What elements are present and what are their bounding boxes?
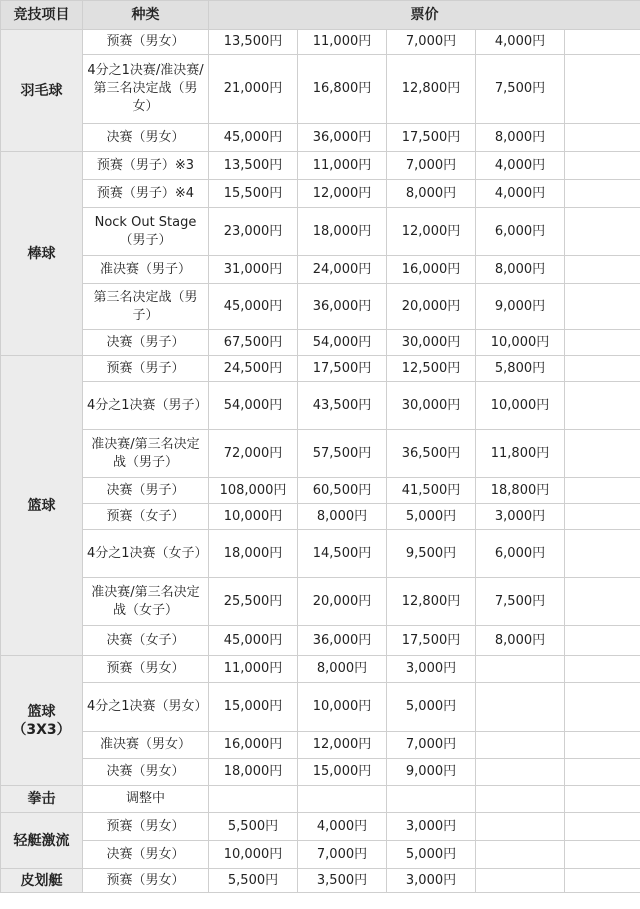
empty-cell <box>565 330 640 356</box>
price-cell: 45,000円 <box>209 626 298 656</box>
price-cell: 8,000円 <box>476 256 565 284</box>
price-cell: 6,000円 <box>476 208 565 256</box>
kind-cell: 预赛（男子）※3 <box>83 152 209 180</box>
empty-cell <box>565 504 640 530</box>
price-cell: 18,000円 <box>209 759 298 786</box>
empty-cell <box>565 626 640 656</box>
price-cell: 5,000円 <box>387 683 476 732</box>
price-cell: 31,000円 <box>209 256 298 284</box>
kind-cell: 决赛（女子） <box>83 626 209 656</box>
table-row <box>1 841 640 869</box>
price-cell: 3,500円 <box>298 869 387 893</box>
header-sport: 竞技项目 <box>1 1 83 30</box>
table-row <box>1 430 640 478</box>
table-row <box>1 578 640 626</box>
price-cell: 7,000円 <box>387 30 476 55</box>
price-cell: 108,000円 <box>209 478 298 504</box>
price-cell: 36,000円 <box>298 626 387 656</box>
price-cell: 57,500円 <box>298 430 387 478</box>
empty-cell <box>565 813 640 841</box>
price-cell: 11,000円 <box>209 656 298 683</box>
price-cell: 20,000円 <box>387 284 476 330</box>
price-cell: 5,500円 <box>209 869 298 893</box>
price-cell: 3,000円 <box>476 504 565 530</box>
sport-cell: 拳击 <box>1 786 83 813</box>
price-cell: 10,000円 <box>298 683 387 732</box>
kind-cell: 预赛（男女） <box>83 869 209 893</box>
table-row <box>1 504 640 530</box>
empty-cell <box>565 683 640 732</box>
price-cell <box>476 759 565 786</box>
price-cell: 25,500円 <box>209 578 298 626</box>
table-row <box>1 180 640 208</box>
price-cell: 15,000円 <box>298 759 387 786</box>
sport-cell: 轻艇激流 <box>1 813 83 869</box>
table-row <box>1 786 640 813</box>
empty-cell <box>565 256 640 284</box>
price-cell <box>476 656 565 683</box>
price-cell: 5,000円 <box>387 504 476 530</box>
table-row <box>1 382 640 430</box>
price-cell: 16,000円 <box>387 256 476 284</box>
empty-cell <box>565 656 640 683</box>
price-cell: 14,500円 <box>298 530 387 578</box>
price-cell: 10,000円 <box>476 330 565 356</box>
price-cell: 43,500円 <box>298 382 387 430</box>
price-cell: 9,500円 <box>387 530 476 578</box>
price-cell: 6,000円 <box>476 530 565 578</box>
empty-cell <box>565 759 640 786</box>
kind-cell: 预赛（男子）※4 <box>83 180 209 208</box>
price-cell: 23,000円 <box>209 208 298 256</box>
kind-cell: 4分之1决赛/准决赛/第三名决定战（男女） <box>83 55 209 124</box>
table-row <box>1 656 640 683</box>
table-row <box>1 626 640 656</box>
price-cell: 12,000円 <box>387 208 476 256</box>
table-row <box>1 330 640 356</box>
price-cell: 8,000円 <box>476 124 565 152</box>
empty-cell <box>565 869 640 893</box>
price-cell: 30,000円 <box>387 382 476 430</box>
kind-cell: 预赛（男女） <box>83 656 209 683</box>
price-cell: 5,500円 <box>209 813 298 841</box>
price-cell: 4,000円 <box>476 180 565 208</box>
price-cell: 15,000円 <box>209 683 298 732</box>
price-cell: 15,500円 <box>209 180 298 208</box>
price-cell: 9,000円 <box>387 759 476 786</box>
price-cell: 10,000円 <box>476 382 565 430</box>
price-cell: 54,000円 <box>298 330 387 356</box>
price-cell: 30,000円 <box>387 330 476 356</box>
price-cell: 9,000円 <box>476 284 565 330</box>
price-cell: 8,000円 <box>476 626 565 656</box>
price-cell: 21,000円 <box>209 55 298 124</box>
empty-cell <box>565 30 640 55</box>
kind-cell: 决赛（男女） <box>83 124 209 152</box>
table-row <box>1 208 640 256</box>
price-cell <box>476 841 565 869</box>
price-cell: 13,500円 <box>209 30 298 55</box>
sport-cell: 皮划艇 <box>1 869 83 893</box>
kind-cell: 预赛（男女） <box>83 813 209 841</box>
price-cell: 60,500円 <box>298 478 387 504</box>
table-row <box>1 256 640 284</box>
price-cell: 12,500円 <box>387 356 476 382</box>
price-cell: 17,500円 <box>387 626 476 656</box>
price-cell: 7,000円 <box>387 152 476 180</box>
empty-cell <box>565 208 640 256</box>
table-row <box>1 759 640 786</box>
header-kind: 种类 <box>83 1 209 30</box>
price-cell: 10,000円 <box>209 504 298 530</box>
empty-cell <box>565 124 640 152</box>
price-cell <box>476 786 565 813</box>
price-cell: 7,500円 <box>476 578 565 626</box>
price-cell: 7,500円 <box>476 55 565 124</box>
empty-cell <box>565 284 640 330</box>
table-row <box>1 30 640 55</box>
price-cell <box>476 732 565 759</box>
price-cell: 11,000円 <box>298 152 387 180</box>
price-cell: 16,800円 <box>298 55 387 124</box>
empty-cell <box>565 152 640 180</box>
price-cell: 72,000円 <box>209 430 298 478</box>
price-cell: 17,500円 <box>387 124 476 152</box>
header-price: 票价 <box>209 1 640 30</box>
sport-cell: 棒球 <box>1 152 83 356</box>
price-cell: 3,000円 <box>387 813 476 841</box>
empty-cell <box>565 786 640 813</box>
price-cell: 20,000円 <box>298 578 387 626</box>
price-cell: 13,500円 <box>209 152 298 180</box>
price-cell: 7,000円 <box>387 732 476 759</box>
price-cell: 4,000円 <box>476 152 565 180</box>
table-row <box>1 152 640 180</box>
price-cell: 7,000円 <box>298 841 387 869</box>
kind-cell: 准决赛（男子） <box>83 256 209 284</box>
kind-cell: 4分之1决赛（男女） <box>83 683 209 732</box>
price-cell: 41,500円 <box>387 478 476 504</box>
price-cell: 11,000円 <box>298 30 387 55</box>
kind-cell: Nock Out Stage（男子） <box>83 208 209 256</box>
price-cell: 45,000円 <box>209 124 298 152</box>
empty-cell <box>565 430 640 478</box>
kind-cell: 决赛（男子） <box>83 478 209 504</box>
kind-cell: 准决赛（男女） <box>83 732 209 759</box>
price-cell <box>476 813 565 841</box>
price-cell: 18,800円 <box>476 478 565 504</box>
price-cell: 8,000円 <box>387 180 476 208</box>
price-cell: 4,000円 <box>298 813 387 841</box>
price-cell: 12,000円 <box>298 732 387 759</box>
price-cell: 8,000円 <box>298 656 387 683</box>
price-cell: 10,000円 <box>209 841 298 869</box>
price-cell <box>387 786 476 813</box>
price-cell: 36,500円 <box>387 430 476 478</box>
empty-cell <box>565 578 640 626</box>
kind-cell: 4分之1决赛（女子） <box>83 530 209 578</box>
price-cell: 16,000円 <box>209 732 298 759</box>
kind-cell: 调整中 <box>83 786 209 813</box>
sport-cell: 篮球 <box>1 356 83 656</box>
sport-cell: 羽毛球 <box>1 30 83 152</box>
table-row <box>1 530 640 578</box>
price-cell: 5,800円 <box>476 356 565 382</box>
price-cell: 5,000円 <box>387 841 476 869</box>
kind-cell: 决赛（男女） <box>83 759 209 786</box>
price-cell: 12,000円 <box>298 180 387 208</box>
kind-cell: 决赛（男女） <box>83 841 209 869</box>
price-cell: 24,500円 <box>209 356 298 382</box>
empty-cell <box>565 732 640 759</box>
kind-cell: 预赛（男女） <box>83 30 209 55</box>
empty-cell <box>565 55 640 124</box>
price-cell: 36,000円 <box>298 124 387 152</box>
kind-cell: 准决赛/第三名决定战（男子） <box>83 430 209 478</box>
empty-cell <box>565 356 640 382</box>
price-cell <box>476 683 565 732</box>
price-cell: 12,800円 <box>387 55 476 124</box>
kind-cell: 预赛（女子） <box>83 504 209 530</box>
price-cell: 18,000円 <box>298 208 387 256</box>
empty-cell <box>565 180 640 208</box>
price-cell: 67,500円 <box>209 330 298 356</box>
table-row <box>1 284 640 330</box>
table-row <box>1 356 640 382</box>
kind-cell: 预赛（男子） <box>83 356 209 382</box>
table-row <box>1 478 640 504</box>
price-cell <box>209 786 298 813</box>
table-row <box>1 124 640 152</box>
kind-cell: 4分之1决赛（男子） <box>83 382 209 430</box>
kind-cell: 第三名决定战（男子） <box>83 284 209 330</box>
header-row <box>1 1 640 30</box>
price-cell: 3,000円 <box>387 869 476 893</box>
price-cell: 12,800円 <box>387 578 476 626</box>
price-cell: 3,000円 <box>387 656 476 683</box>
sport-cell: 篮球（3X3） <box>1 656 83 786</box>
price-cell: 4,000円 <box>476 30 565 55</box>
kind-cell: 准决赛/第三名决定战（女子） <box>83 578 209 626</box>
price-cell: 17,500円 <box>298 356 387 382</box>
price-cell <box>476 869 565 893</box>
price-cell <box>298 786 387 813</box>
price-cell: 24,000円 <box>298 256 387 284</box>
table-body <box>1 30 640 893</box>
empty-cell <box>565 382 640 430</box>
price-cell: 54,000円 <box>209 382 298 430</box>
price-cell: 18,000円 <box>209 530 298 578</box>
empty-cell <box>565 530 640 578</box>
table-row <box>1 55 640 124</box>
empty-cell <box>565 841 640 869</box>
table-row <box>1 683 640 732</box>
table-row <box>1 813 640 841</box>
table-row <box>1 869 640 893</box>
price-cell: 8,000円 <box>298 504 387 530</box>
table-row <box>1 732 640 759</box>
empty-cell <box>565 478 640 504</box>
price-cell: 36,000円 <box>298 284 387 330</box>
kind-cell: 决赛（男子） <box>83 330 209 356</box>
price-cell: 45,000円 <box>209 284 298 330</box>
price-cell: 11,800円 <box>476 430 565 478</box>
